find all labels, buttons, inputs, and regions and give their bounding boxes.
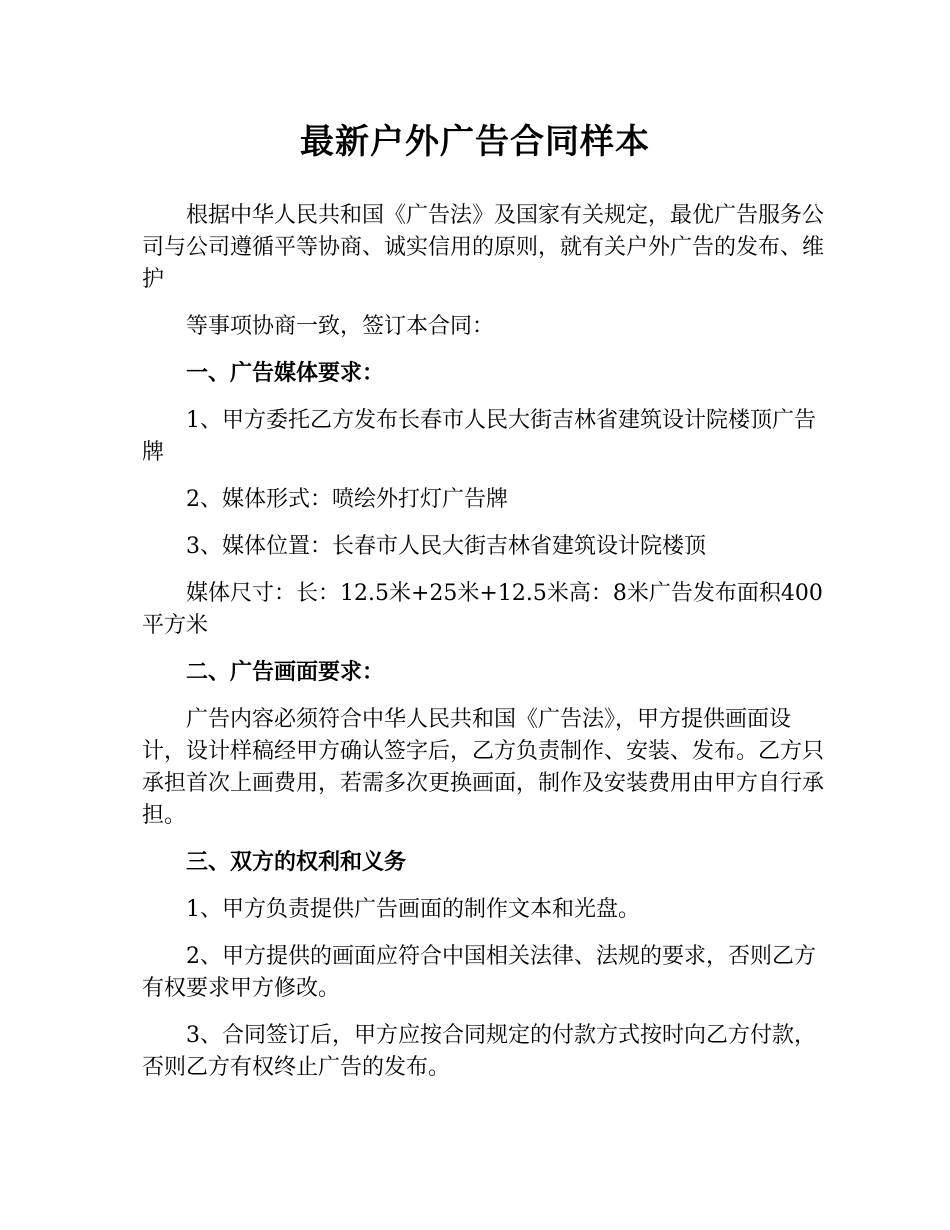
document-title: 最新户外广告合同样本: [300, 122, 650, 162]
intro-continuation-paragraph: 等事项协商一致，签订本合同：: [186, 314, 495, 339]
clause-paragraph: 3、合同签订后，甲方应按合同规定的付款方式按时向乙方付款，否则乙方有权终止广告的发布。: [142, 1023, 816, 1080]
clause-paragraph: 媒体尺寸：长：12.5米+25米+12.5米高：8米广告发布面积400平方米: [142, 581, 823, 638]
clause-paragraph: 1、甲方委托乙方发布长春市人民大街吉林省建筑设计院楼顶广告牌: [142, 408, 816, 465]
section-heading-artwork-requirements: 二、广告画面要求：: [186, 660, 385, 685]
clause-paragraph: 2、甲方提供的画面应符合中国相关法律、法规的要求，否则乙方有权要求甲方修改。: [142, 944, 816, 1001]
clause-paragraph: 广告内容必须符合中华人民共和国《广告法》，甲方提供画面设计，设计样稿经甲方确认签字后，乙方负责制作、安装、发布。乙方只承担首次上画费用，若需多次更换画面，制作及安装费用由甲方自行承担。: [142, 707, 825, 828]
intro-paragraph: 根据中华人民共和国《广告法》及国家有关规定，最优广告服务公司与公司遵循平等协商、诚实信用的原则，就有关户外广告的发布、维护: [142, 203, 825, 292]
clause-paragraph: 2、媒体形式：喷绘外打灯广告牌: [186, 487, 508, 512]
section-heading-media-requirements: 一、广告媒体要求：: [186, 361, 385, 386]
document-body: [142, 200, 832, 1099]
clause-paragraph: 3、媒体位置：长春市人民大街吉林省建筑设计院楼顶: [186, 534, 706, 559]
clause-paragraph: 1、甲方负责提供广告画面的制作文本和光盘。: [186, 897, 640, 922]
section-heading-rights-obligations: 三、双方的权利和义务: [186, 850, 407, 875]
